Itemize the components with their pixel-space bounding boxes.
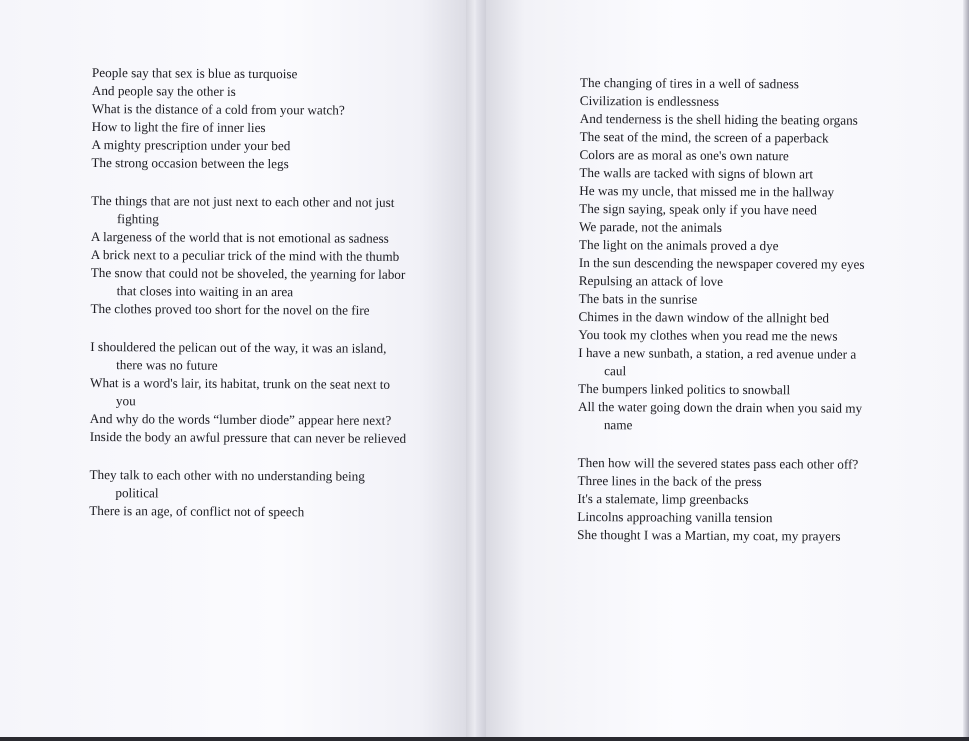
poem-line: The bumpers linked politics to snowball [578, 380, 791, 398]
stanza [89, 466, 407, 522]
poem-line: In the sun descending the newspaper covered my eyes [578, 254, 865, 272]
poem-line: She thought I was a Martian, my coat, my prayers [577, 526, 841, 544]
poem-line: Inside the body an awful pressure that can never be relieved [89, 428, 407, 446]
poem-line: What is a word's lair, its habitat, trunk on the seat next to you [90, 374, 391, 409]
poem-line: Repulsing an attack of love [578, 272, 724, 289]
poem-line: The strong occasion between the legs [91, 154, 289, 172]
poem-line: A brick next to a peculiar trick of the mind with the thumb [90, 246, 400, 264]
poem-line: There is an age, of conflict not of speech [89, 502, 305, 520]
poem-line: You took my clothes when you read me the news [578, 326, 838, 344]
poem-line: Lincolns approaching vanilla tension [577, 508, 773, 526]
left-page-poem [89, 64, 410, 542]
page-edge-shadow [963, 0, 969, 741]
poem-line: The walls are tacked with signs of blown art [579, 164, 814, 182]
poem-line: The changing of tires in a well of sadness [579, 74, 799, 92]
poem-line: He was my uncle, that missed me in the hallway [579, 182, 835, 200]
poem-line: We parade, not the animals [579, 218, 722, 235]
poem-line: People say that sex is blue as turquoise [91, 64, 298, 82]
poem-line: And people say the other is [91, 82, 236, 99]
poem-line: And tenderness is the shell hiding the beating organs [579, 110, 858, 128]
stanza [90, 338, 409, 448]
poem-line: How to light the fire of inner lies [91, 118, 266, 136]
poem-line: The sign saying, speak only if you have need [579, 200, 817, 218]
poem-line: And why do the words “lumber diode” appear here next? [89, 410, 392, 428]
poem-line: Chimes in the dawn window of the allnight bed [578, 308, 830, 326]
poem-line: Then how will the severed states pass each other off? [577, 454, 859, 472]
poem-line: The light on the animals proved a dye [578, 236, 779, 254]
book-gutter [466, 0, 486, 741]
poem-line: Colors are as moral as one's own nature [579, 146, 789, 164]
poem-line: Three lines in the back of the press [577, 472, 762, 490]
poem-line: What is the distance of a cold from your watch? [91, 100, 345, 118]
poem-line: All the water going down the drain when you said my name [577, 398, 863, 433]
poem-line: The snow that could not be shoveled, the yearning for labor that closes into waiting in an area [90, 264, 406, 300]
poem-line: A largeness of the world that is not emotional as sadness [90, 228, 389, 246]
poem-line: The clothes proved too short for the novel on the fire [90, 300, 370, 318]
poem-line: I have a new sunbath, a station, a red avenue under a caul [578, 344, 857, 379]
scan-bottom-edge [0, 737, 969, 741]
poem-line: The bats in the sunrise [578, 290, 698, 307]
poem-line: Civilization is endlessness [579, 92, 720, 109]
stanza [578, 74, 880, 436]
stanza [577, 454, 878, 546]
poem-line: It's a stalemate, limp greenbacks [577, 490, 749, 508]
stanza [91, 64, 410, 174]
poem-line: I shouldered the pelican out of the way, it was an island, there was no future [90, 338, 387, 373]
stanza [90, 192, 409, 320]
poem-line: They talk to each other with no understanding being political [89, 466, 365, 501]
right-page-poem [577, 74, 880, 566]
poem-line: The seat of the mind, the screen of a paperback [579, 128, 829, 146]
poem-line: The things that are not just next to each other and not just fighting [91, 192, 395, 227]
poem-line: A mighty prescription under your bed [91, 136, 291, 154]
